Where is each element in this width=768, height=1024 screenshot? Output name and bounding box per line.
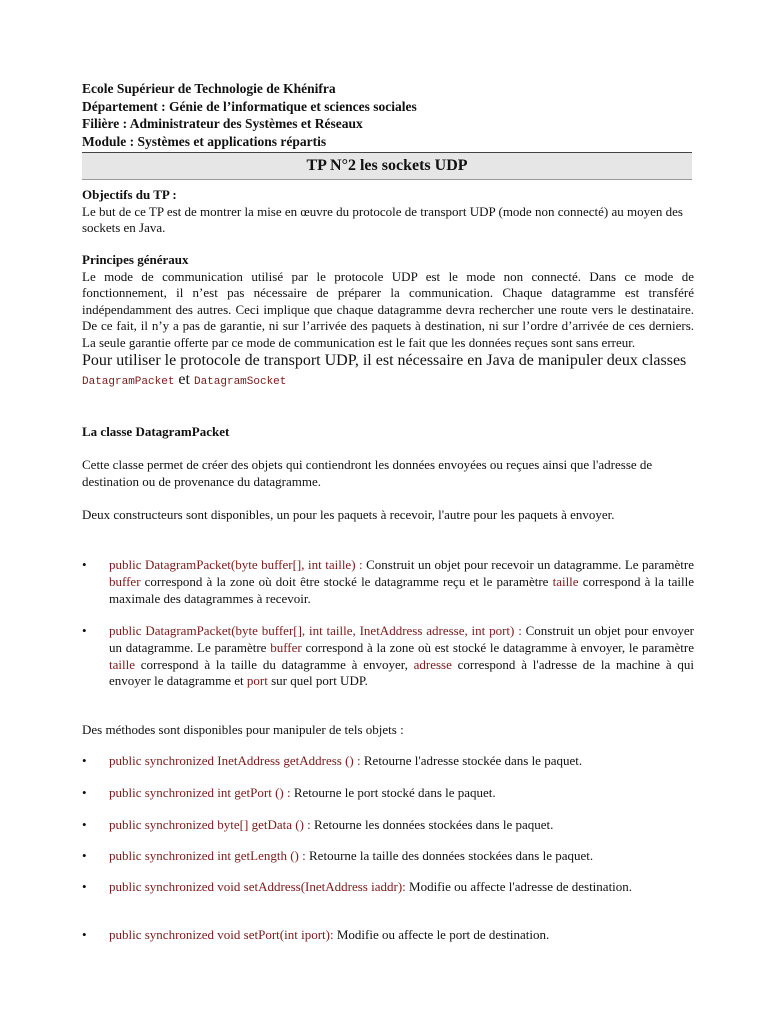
bullet-icon: •	[82, 817, 87, 832]
method-text	[109, 753, 694, 770]
principles-text: Le mode de communication utilisé par le protocole UDP est le mode non connecté. Dans ce mode de fonctionnement, il n’est pas nécessaire de préparer la communication. Chaque datagramme est transféré indépendamment des autres. Ceci implique que chaque datagramme devra rechercher une route vers le destinataire. De ce fait, il n’y a pas de garantie, ni sur l’arrivée des paquets à destination, ni sur l’ordre d’arrivée de ces derniers. La seule garantie offerte par ce mode de communication est le fait que les données reçues sont sans erreur.	[82, 268, 694, 350]
bullet-icon: •	[82, 879, 87, 894]
bullet-icon: •	[82, 623, 87, 638]
method-text	[109, 848, 694, 865]
param-adresse: adresse	[413, 656, 452, 672]
bullet-icon: •	[82, 557, 87, 572]
bullet-icon: •	[82, 927, 87, 942]
class-intro: Cette classe permet de créer des objets qui contiendront les données envoyées ou reçues ainsi que l'adresse de destination ou de provenance du datagramme.	[82, 457, 653, 489]
method-signature: public synchronized void setAddress(InetAddress iaddr):	[109, 879, 406, 894]
method-description: Retourne la taille des données stockées dans le paquet.	[305, 848, 594, 863]
bullet-icon: •	[82, 848, 87, 863]
bullet-icon: •	[82, 753, 87, 768]
constructor-2-text	[109, 623, 694, 690]
method-text	[109, 785, 694, 802]
constructor-2-desc-e: sur quel port UDP.	[267, 673, 368, 689]
document-header	[82, 80, 692, 150]
school-name: Ecole Supérieur de Technologie de Khénifra	[82, 81, 336, 96]
list-item-constructor-2	[82, 623, 694, 690]
list-item-method	[82, 848, 694, 865]
objectives-text: Le but de ce TP est de montrer la mise en œuvre du protocole de transport UDP (mode non connecté) au moyen des sockets en Java.	[82, 203, 683, 235]
method-text	[109, 817, 694, 834]
param-buffer: buffer	[270, 639, 302, 655]
list-item-method	[82, 927, 694, 944]
class-datagramsocket: DatagramSocket	[193, 376, 287, 388]
usage-paragraph	[82, 351, 694, 392]
constructor-2-signature: public DatagramPacket(byte buffer[], int taille, InetAddress adresse, int port) :	[109, 623, 522, 638]
list-item-method	[82, 817, 694, 834]
method-signature: public synchronized InetAddress getAddress () :	[109, 753, 361, 768]
constructor-2-desc-a: Construit un objet pour envoyer un datagramme. Le paramètre	[109, 623, 694, 655]
objectives-heading: Objectifs du TP :	[82, 187, 177, 202]
method-signature: public synchronized int getPort () :	[109, 785, 291, 800]
constructor-1-text	[109, 557, 694, 607]
method-description: Retourne les données stockées dans le paquet.	[310, 817, 554, 832]
constructor-2-desc-b: correspond à la zone où est stocké le datagramme à envoyer, le paramètre	[301, 639, 694, 655]
constructor-1-desc-c: correspond à la taille maximale des datagrammes à recevoir.	[109, 573, 694, 606]
method-description: Retourne l'adresse stockée dans le paquet.	[360, 753, 583, 768]
document-title: TP N°2 les sockets UDP	[82, 152, 692, 180]
method-signature: public synchronized int getLength () :	[109, 848, 306, 863]
constructor-1-desc-a: Construit un objet pour recevoir un datagramme. Le paramètre	[362, 557, 694, 572]
method-text	[109, 927, 694, 944]
param-taille: taille	[109, 656, 135, 672]
principles-section	[82, 252, 694, 392]
objectives-section	[82, 187, 694, 237]
usage-and: et	[178, 371, 190, 388]
bullet-icon: •	[82, 785, 87, 800]
param-port: port	[246, 673, 268, 689]
list-item-method	[82, 879, 694, 896]
class-heading-text: La classe DatagramPacket	[82, 424, 230, 439]
department: Département : Génie de l’informatique et sciences sociales	[82, 98, 417, 114]
constructors-intro: Deux constructeurs sont disponibles, un pour les paquets à recevoir, l'autre pour les paquets à envoyer.	[82, 507, 615, 522]
usage-prefix: Pour utiliser le protocole de transport UDP, il est nécessaire en Java de manipuler deux classes	[82, 352, 687, 369]
param-buffer: buffer	[109, 573, 141, 589]
class-heading	[82, 424, 694, 441]
constructor-1-desc-b: correspond à la zone où doit être stocké le datagramme reçu et le paramètre	[140, 573, 553, 589]
method-signature: public synchronized void setPort(int iport):	[109, 927, 334, 942]
method-description: Modifie ou affecte l'adresse de destination.	[405, 879, 633, 894]
principles-heading: Principes généraux	[82, 252, 189, 267]
list-item-method	[82, 785, 694, 802]
methods-intro: Des méthodes sont disponibles pour manipuler de tels objets :	[82, 722, 404, 737]
param-taille: taille	[552, 573, 579, 589]
method-description: Modifie ou affecte le port de destination.	[333, 927, 550, 942]
constructor-1-signature: public DatagramPacket(byte buffer[], int taille) :	[109, 557, 363, 572]
constructor-2-desc-d: correspond à l'adresse de la machine à qui envoyer le datagramme et	[109, 656, 694, 689]
method-text	[109, 879, 694, 896]
method-signature: public synchronized byte[] getData () :	[109, 817, 311, 832]
method-description: Retourne le port stocké dans le paquet.	[290, 785, 496, 800]
list-item-constructor-1	[82, 557, 694, 607]
list-item-method	[82, 753, 694, 770]
module: Module : Systèmes et applications répartis	[82, 133, 327, 149]
constructor-2-desc-c: correspond à la taille du datagramme à envoyer,	[135, 656, 414, 672]
program: Filière : Administrateur des Systèmes et Réseaux	[82, 116, 363, 131]
class-datagrampacket: DatagramPacket	[82, 376, 175, 388]
